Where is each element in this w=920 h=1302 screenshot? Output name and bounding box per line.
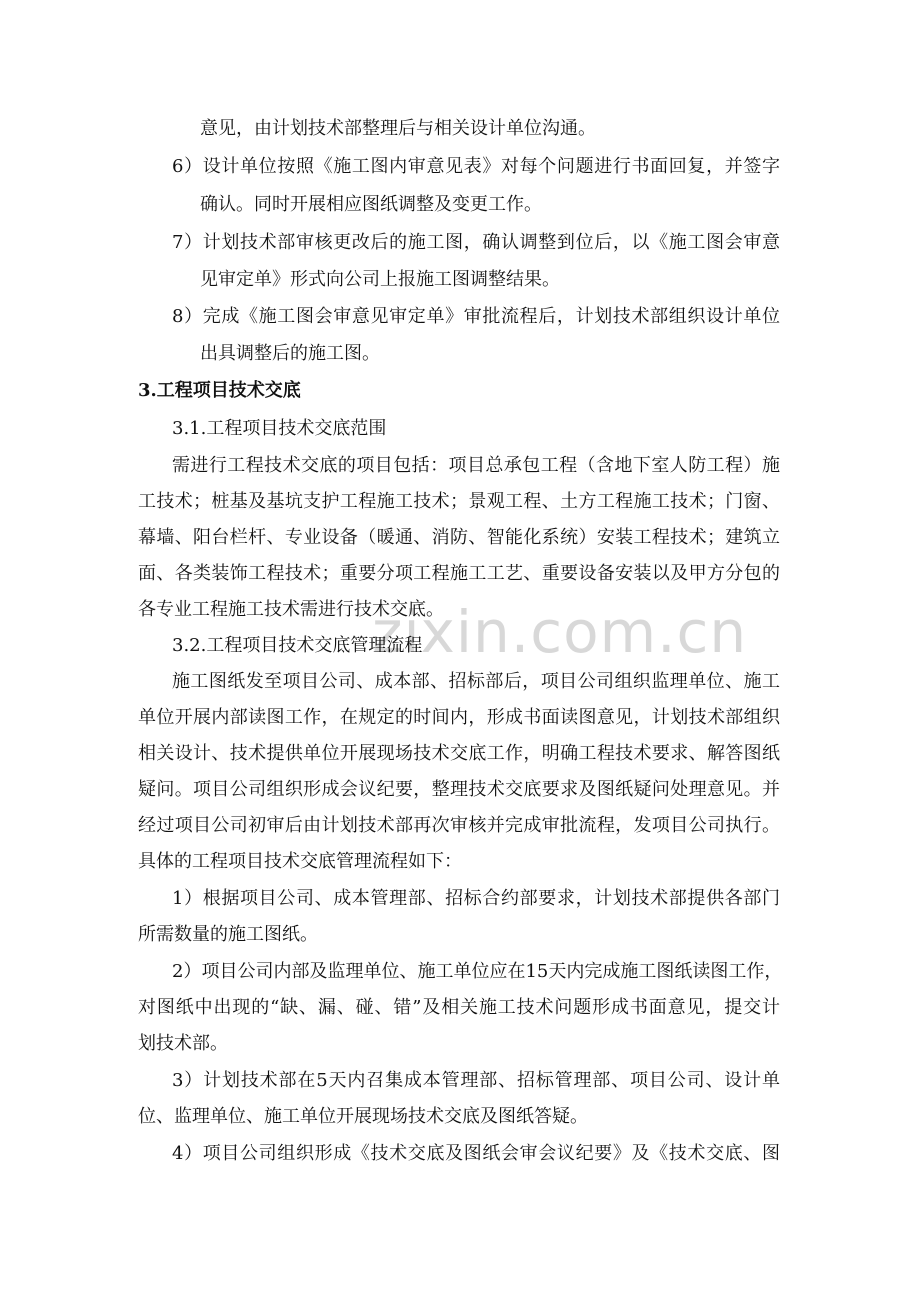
section-heading: 3.工程项目技术交底: [138, 380, 301, 401]
paragraph-line: 位、监理单位、施工单位开展现场技术交底及图纸答疑。: [138, 1106, 588, 1127]
paragraph-line: 单位开展内部读图工作，在规定的时间内，形成书面读图意见，计划技术部组织: [138, 707, 780, 728]
paragraph-line: 面、各类装饰工程技术；重要分项工程施工工艺、重要设备安装以及甲方分包的: [138, 563, 780, 584]
watermark-text: zixin.com.cn: [372, 598, 748, 666]
paragraph-line: 施工图纸发至项目公司、成本部、招标部后，项目公司组织监理单位、施工: [172, 671, 780, 692]
paragraph-line: 相关设计、技术提供单位开展现场技术交底工作，明确工程技术要求、解答图纸: [138, 743, 780, 764]
paragraph-line: 需进行工程技术交底的项目包括：项目总承包工程（含地下室人防工程）施: [172, 455, 780, 476]
paragraph-line: 幕墙、阳台栏杆、专业设备（暖通、消防、智能化系统）安装工程技术；建筑立: [138, 527, 780, 548]
paragraph-line: 各专业工程施工技术需进行技术交底。: [138, 599, 444, 620]
paragraph-line: 疑问。项目公司组织形成会议纪要，整理技术交底要求及图纸疑问处理意见。并: [138, 779, 780, 800]
paragraph-line: 见审定单》形式向公司上报施工图调整结果。: [200, 269, 560, 290]
paragraph-line: 出具调整后的施工图。: [200, 343, 380, 364]
paragraph-line: 所需数量的施工图纸。: [138, 924, 318, 945]
list-item-2: 2）项目公司内部及监理单位、施工单位应在15天内完成施工图纸读图工作，: [172, 961, 783, 982]
paragraph-line: 工技术；桩基及基坑支护工程施工技术；景观工程、土方工程施工技术；门窗、: [138, 491, 780, 512]
paragraph-line: 对图纸中出现的“缺、漏、碰、错”及相关施工技术问题形成书面意见，提交计: [138, 997, 780, 1018]
list-item-1: 1）根据项目公司、成本管理部、招标合约部要求，计划技术部提供各部门: [172, 888, 780, 909]
list-item-6: 6）设计单位按照《施工图内审意见表》对每个问题进行书面回复，并签字: [172, 156, 780, 177]
paragraph-line: 划技术部。: [138, 1033, 228, 1054]
list-item-8: 8）完成《施工图会审意见审定单》审批流程后，计划技术部组织设计单位: [172, 306, 780, 327]
subsection-heading: 3.2.工程项目技术交底管理流程: [172, 635, 423, 656]
list-item-4: 4）项目公司组织形成《技术交底及图纸会审会议纪要》及《技术交底、图: [172, 1143, 780, 1164]
paragraph-line: 确认。同时开展相应图纸调整及变更工作。: [200, 194, 542, 215]
paragraph-line: 经过项目公司初审后由计划技术部再次审核并完成审批流程，发项目公司执行。: [138, 815, 780, 836]
list-item-3: 3）计划技术部在5天内召集成本管理部、招标管理部、项目公司、设计单: [172, 1070, 780, 1091]
paragraph-line: 意见，由计划技术部整理后与相关设计单位沟通。: [200, 118, 596, 139]
paragraph-line: 具体的工程项目技术交底管理流程如下：: [138, 851, 462, 872]
list-item-7: 7）计划技术部审核更改后的施工图，确认调整到位后，以《施工图会审意: [172, 232, 780, 253]
subsection-heading: 3.1.工程项目技术交底范围: [172, 418, 387, 439]
